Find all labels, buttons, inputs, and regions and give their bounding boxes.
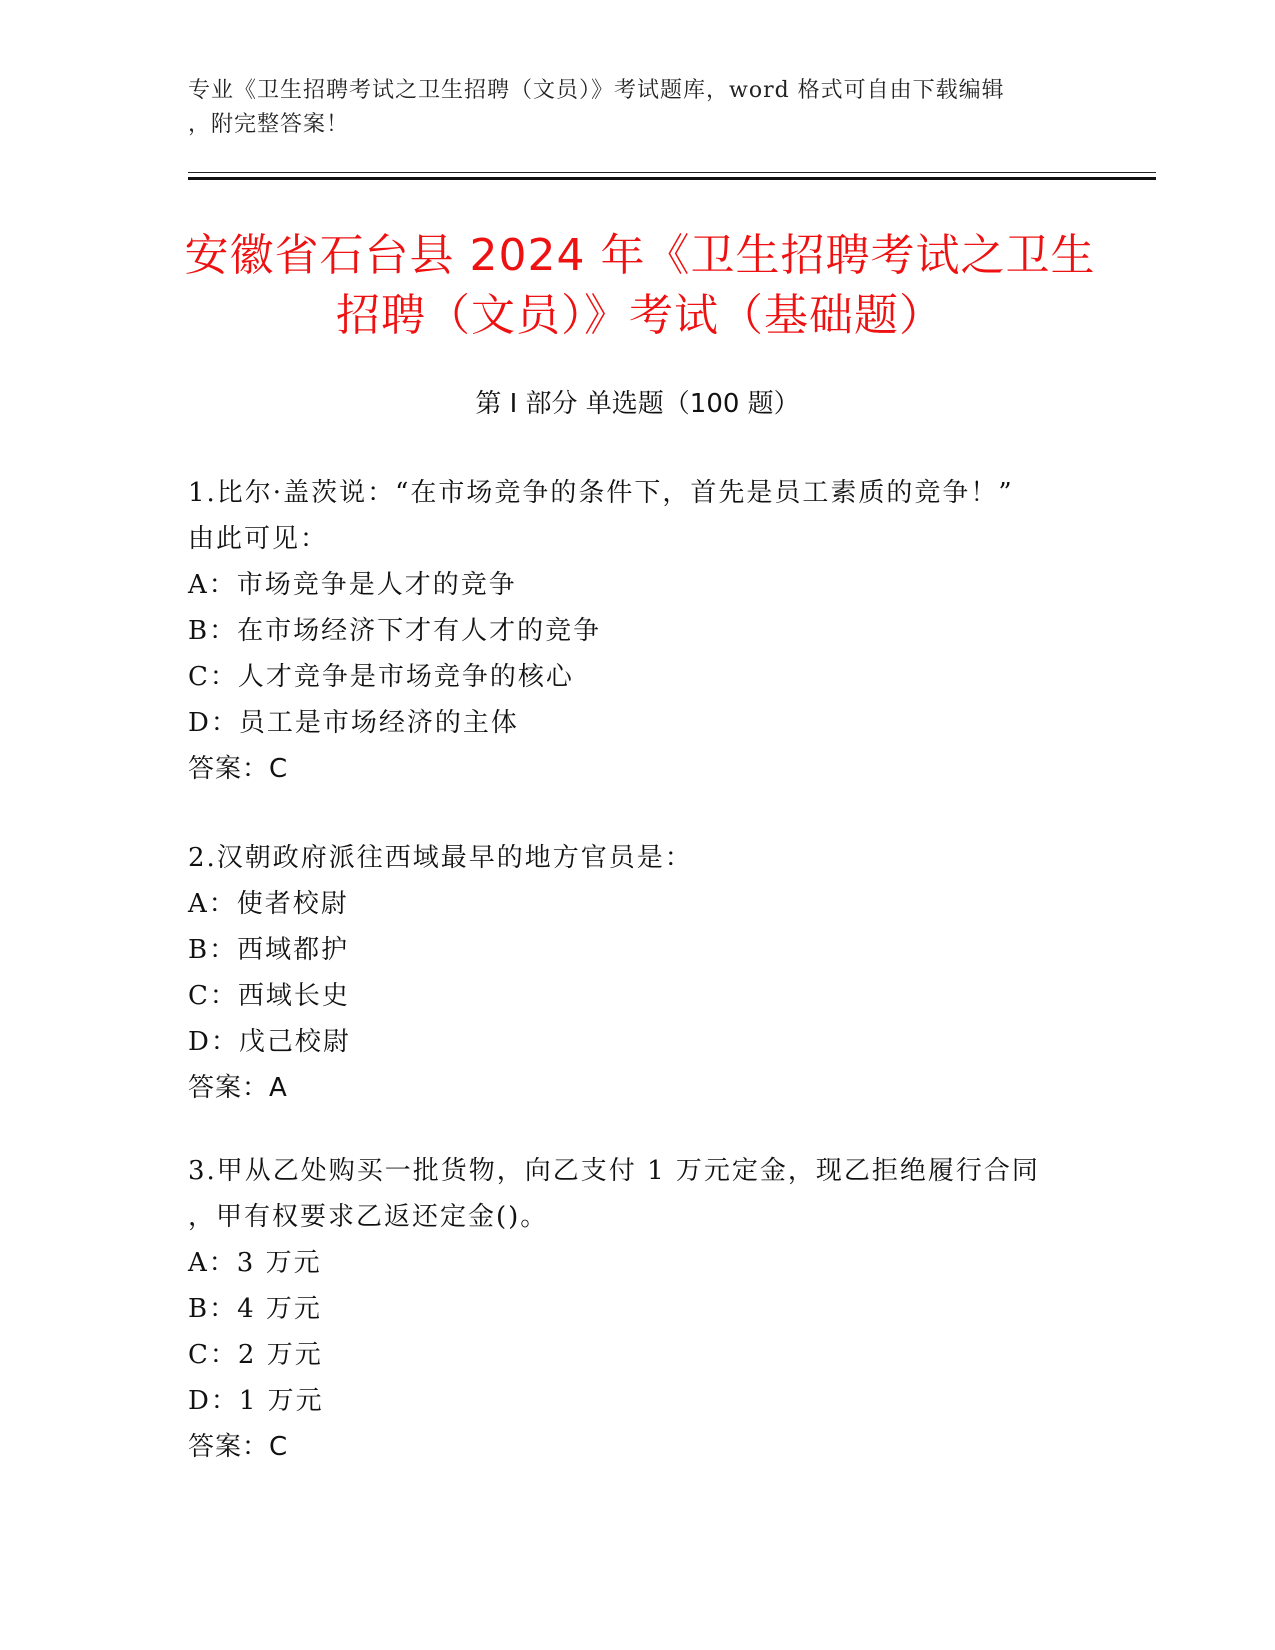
header-note-line-2: ，附完整答案！ bbox=[188, 112, 350, 137]
question-2 bbox=[188, 835, 1088, 1111]
answer-line: 答案：C bbox=[188, 1432, 289, 1462]
option-b: B：西域都护 bbox=[188, 935, 350, 965]
option-c: C：西域长史 bbox=[188, 981, 350, 1011]
header-divider-thick bbox=[188, 177, 1156, 180]
document-title-line-1: 安徽省石台县 2024 年《卫生招聘考试之卫生 bbox=[184, 230, 1096, 281]
option-b: B：4 万元 bbox=[188, 1294, 322, 1324]
document-title bbox=[170, 226, 1110, 346]
option-d: D：员工是市场经济的主体 bbox=[188, 708, 519, 738]
option-a: A：3 万元 bbox=[188, 1248, 322, 1278]
header-divider-thin bbox=[188, 172, 1156, 173]
question-1 bbox=[188, 470, 1088, 792]
header-note bbox=[188, 74, 1088, 142]
header-note-line-1: 专业《卫生招聘考试之卫生招聘（文员）》考试题库，word 格式可自由下载编辑 bbox=[188, 78, 1005, 103]
document-title-line-2: 招聘（文员）》考试（基础题） bbox=[336, 290, 944, 341]
question-3 bbox=[188, 1148, 1088, 1470]
question-stem-line: 由此可见： bbox=[188, 524, 329, 554]
answer-line: 答案：A bbox=[188, 1073, 288, 1103]
question-stem-line: ，甲有权要求乙返还定金()。 bbox=[188, 1202, 549, 1232]
answer-line: 答案：C bbox=[188, 754, 289, 784]
option-b: B：在市场经济下才有人才的竞争 bbox=[188, 616, 602, 646]
option-d: D：1 万元 bbox=[188, 1386, 324, 1416]
section-heading: 第 I 部分 单选题（100 题） bbox=[475, 389, 800, 419]
option-a: A：市场竞争是人才的竞争 bbox=[188, 570, 517, 600]
question-stem-line: 1.比尔·盖茨说：“在市场竞争的条件下，首先是员工素质的竞争！” bbox=[188, 478, 1014, 508]
option-a: A：使者校尉 bbox=[188, 889, 349, 919]
option-c: C：2 万元 bbox=[188, 1340, 323, 1370]
option-d: D：戊己校尉 bbox=[188, 1027, 351, 1057]
question-stem-line: 2.汉朝政府派往西域最早的地方官员是： bbox=[188, 843, 693, 873]
option-c: C：人才竞争是市场竞争的核心 bbox=[188, 662, 574, 692]
question-stem-line: 3.甲从乙处购买一批货物，向乙支付 1 万元定金，现乙拒绝履行合同 bbox=[188, 1156, 1040, 1186]
